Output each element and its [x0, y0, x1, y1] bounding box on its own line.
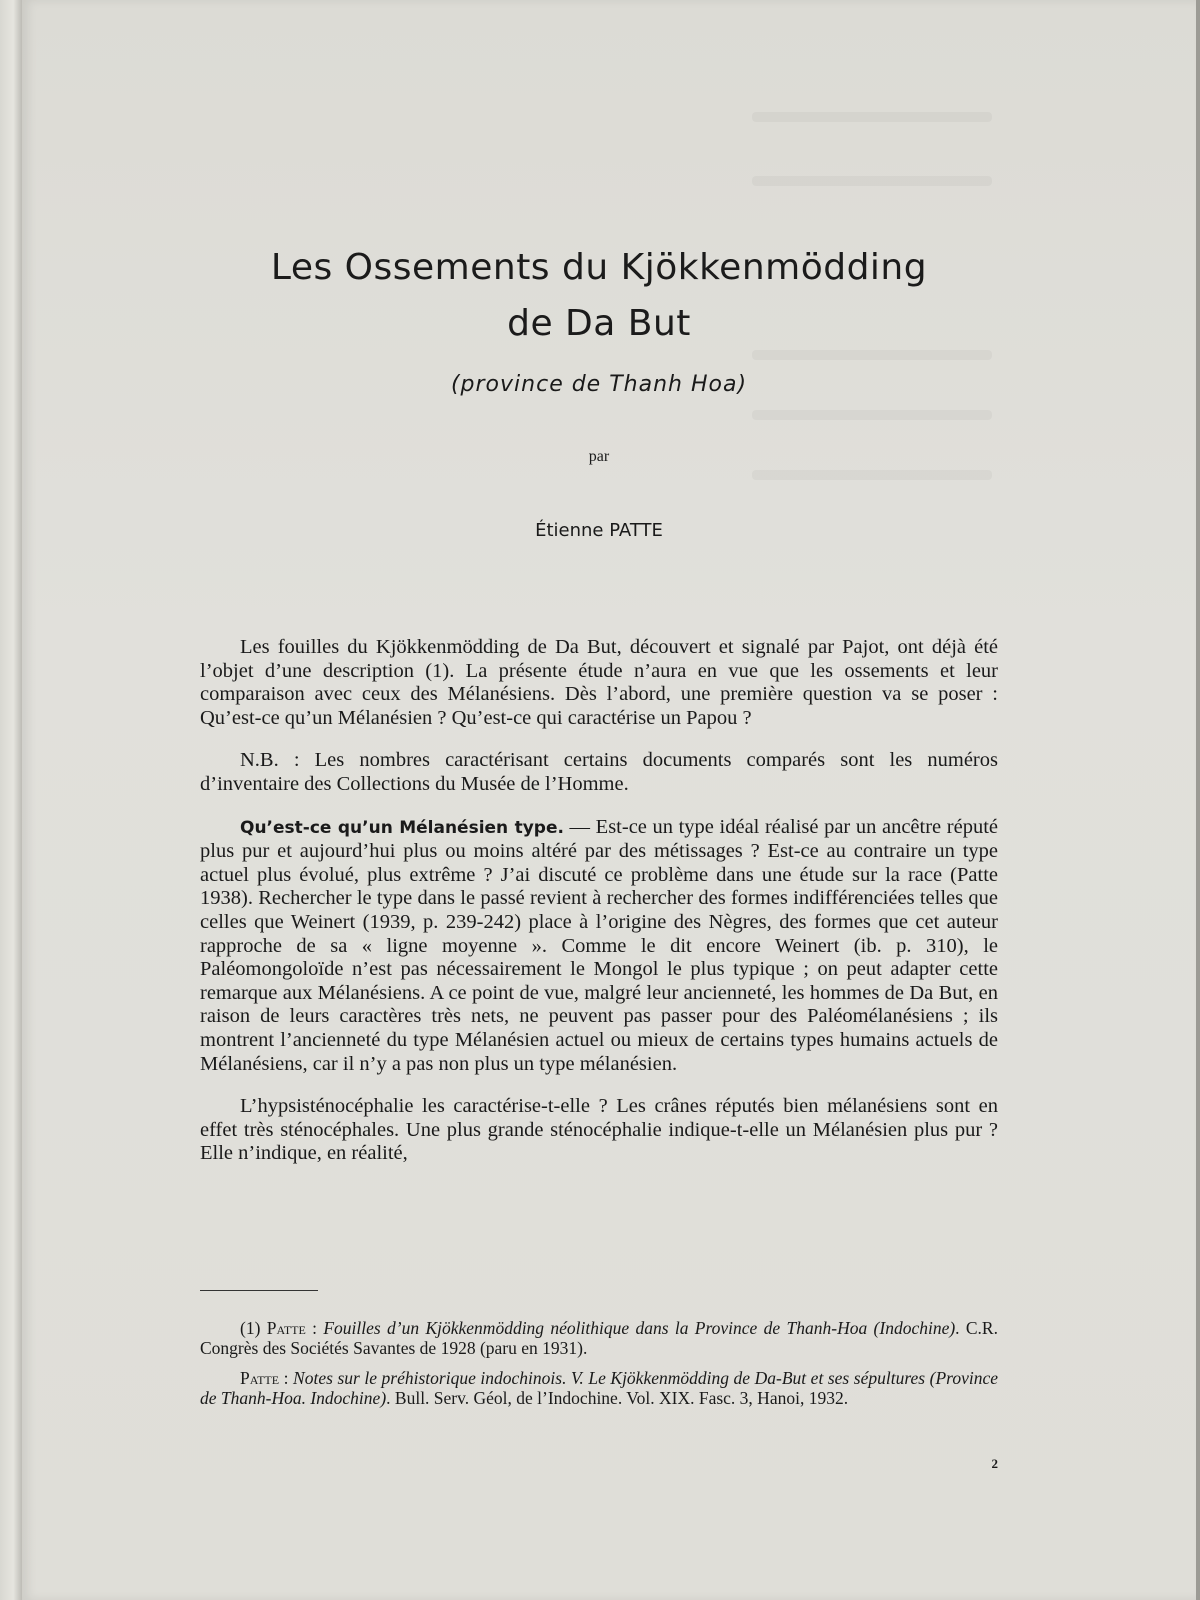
footnote-title: Fouilles d’un Kjökkenmödding néolithique dans la Province de Thanh-Hoa (Indochine): [323, 1318, 956, 1338]
footnote-title: Notes sur le préhistorique indochinois. V. Le Kjökkenmödding de Da-But et ses sépultures (Province de Thanh-Hoa. Indochine): [200, 1368, 998, 1408]
show-through-text: [752, 176, 992, 186]
footnote-number: (1): [240, 1318, 267, 1338]
author-name: Étienne PATTE: [535, 520, 663, 541]
paragraph-1: Les fouilles du Kjökkenmödding de Da But, découvert et signalé par Pajot, ont déjà été l’objet d’une description (1). La présente étude n’aura en vue que les ossements et leur comparaison avec ceux des Mélanésiens. Dès l’abord, une première question va se poser : Qu’est-ce qu’un Mélanésien ? Qu’est-ce qui caractérise un Papou ?: [200, 636, 998, 729]
page-edge: [1196, 0, 1200, 1600]
title-line-1: Les Ossements du Kjökkenmödding: [270, 247, 928, 288]
book-page: [22, 0, 1196, 1600]
paragraph-3: [200, 816, 998, 1077]
footnote-divider: [200, 1290, 318, 1291]
show-through-text: [752, 470, 992, 480]
title-line-2: de Da But: [507, 303, 691, 344]
book-gutter: [0, 0, 22, 1600]
footnote-author: Patte: [266, 1318, 306, 1338]
show-through-text: [752, 112, 992, 122]
article-title: [200, 240, 998, 352]
paragraph-4: L’hypsisténocéphalie les caractérise-t-elle ? Les crânes réputés bien mélanésiens sont en effet très sténocéphales. Une plus grande sténocéphalie indique-t-elle un Mélanésien plus pur ? Elle n’indique, en réalité,: [200, 1095, 998, 1165]
show-through-text: [752, 410, 992, 420]
footnotes: [200, 1318, 998, 1418]
footnote-2: [200, 1368, 998, 1408]
footnote-separator: :: [279, 1368, 294, 1388]
footnote-author: Patte: [240, 1368, 280, 1388]
paragraph-nb: N.B. : Les nombres caractérisant certains documents comparés sont les numéros d’inventaire des Collections du Musée de l’Homme.: [200, 749, 998, 795]
footnote-1: [200, 1318, 998, 1358]
paragraph-3-text: — Est-ce un type idéal réalisé par un ancêtre réputé plus pur et aujourd’hui plus ou moins altéré par des métissages ? Est-ce au contraire un type actuel plus évolué, plus extrême ? J’ai discuté ce problème dans une étude sur la race (Patte 1938). Rechercher le type dans le passé revient à rechercher des formes indifférenciées telles que celles que Weinert (1939, p. 239-242) place à l’origine des Nègres, des formes que cet auteur rapproche de sa « ligne moyenne ». Comme le dit encore Weinert (ib. p. 310), le Paléomongoloïde n’est pas nécessairement le Mongol le plus typique ; on peut adapter cette remarque aux Mélanésiens. A ce point de vue, malgré leur ancienneté, les hommes de Da But, en raison de leurs caractères très nets, ne peuvent pas passer pour des Paléomélanésiens ; ils montrent l’ancienneté du type Mélanésien actuel ou mieux de certains types humains actuels de Mélanésiens, car il n’y a pas non plus un type mélanésien.: [200, 815, 998, 1075]
footnote-citation: . Bull. Serv. Géol, de l’Indochine. Vol. XIX. Fasc. 3, Hanoi, 1932.: [386, 1388, 849, 1408]
footnote-citation: . C.R. Congrès des Sociétés Savantes de 1928 (paru en 1931).: [200, 1318, 998, 1358]
footnote-separator: :: [305, 1318, 324, 1338]
page-number: 2: [991, 1456, 998, 1471]
byline: par: [588, 448, 610, 465]
article-subtitle: (province de Thanh Hoa): [450, 372, 748, 397]
article-body: [200, 636, 998, 1185]
section-heading: Qu’est-ce qu’un Mélanésien type.: [240, 817, 564, 838]
